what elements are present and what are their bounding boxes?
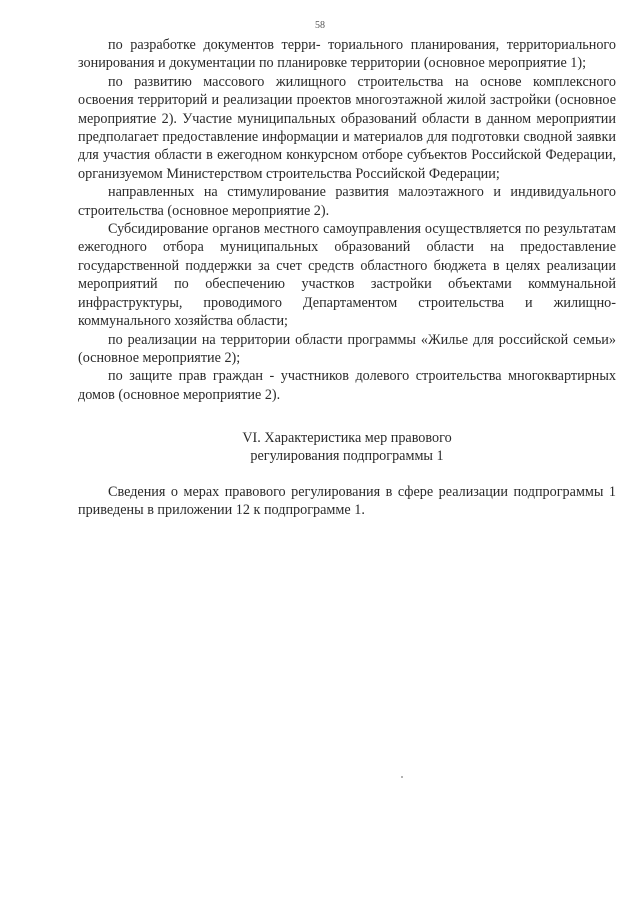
paragraph: Сведения о мерах правового регулирования в сфере реализации подпрограммы 1 приведены в приложении 12 к подпрограмме 1.: [78, 484, 616, 519]
paragraph: направленных на стимулирование развития малоэтажного и индивидуального строительства (основное мероприятие 2).: [78, 184, 616, 219]
page-number: 58: [315, 20, 325, 31]
paragraph: по развитию массового жилищного строительства на основе комплексного освоения территорий и реализации проектов многоэтажной жилой застройки (основное мероприятие 2). Участие муниципальных образований области в данном мероприятии предполагает предоставление информации и материалов для подготовки сводной заявки для участия области в ежегодном конкурсном отборе субъектов Российской Федерации, организуемом Министерством строительства Российской Федерации;: [78, 73, 616, 182]
section-heading: [78, 429, 616, 466]
paragraph: по разработке документов терри- ториального планирования, территориального зонирования и документации по планировке территории (основное мероприятие 1);: [78, 37, 616, 72]
paragraph: по реализации на территории области программы «Жилье для российской семьи» (основное мероприятие 2);: [78, 331, 616, 366]
document-body: [78, 36, 616, 404]
paragraph: по защите прав граждан - участников долевого строительства многоквартирных домов (основное мероприятие 2).: [78, 368, 616, 403]
section-heading-line-1: VI. Характеристика мер правового: [242, 430, 452, 446]
section-text: [78, 483, 616, 520]
paragraph: Субсидирование органов местного самоуправления осуществляется по результатам ежегодного отбора муниципальных образований области на предоставление государственной поддержки за счет средств областного бюджета в целях реализации мероприятий по обеспечению участков застройки объектами коммунальной инфраструктуры, проводимого Департаментом строительства и жилищно-коммунального хозяйства области;: [78, 221, 616, 330]
section-heading-line-2: регулирования подпрограммы 1: [250, 448, 444, 465]
scan-speck: [401, 776, 403, 778]
